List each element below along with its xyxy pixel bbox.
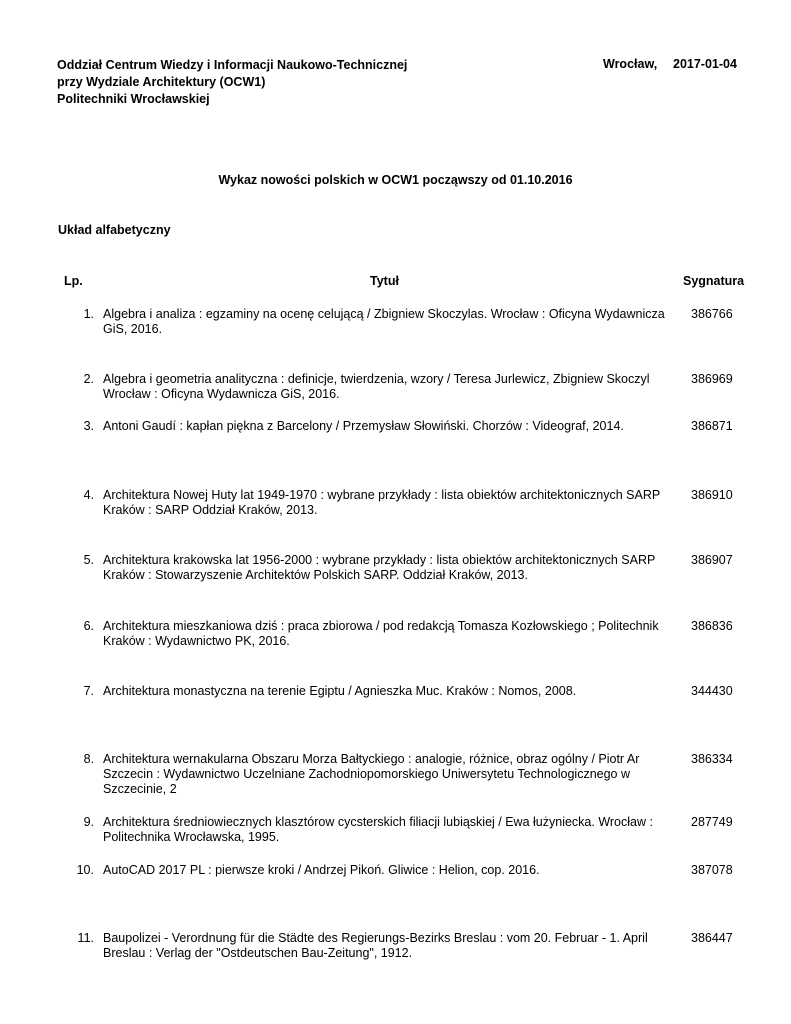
item-number: 5. <box>83 553 94 567</box>
item-title: Architektura monastyczna na terenie Egiptu / Agnieszka Muc. Kraków : Nomos, 2008. <box>103 684 577 698</box>
document-subtitle: Układ alfabetyczny <box>58 223 171 237</box>
org-line: Oddział Centrum Wiedzy i Informacji Naukowo-Technicznej <box>57 58 408 72</box>
organization-header <box>57 57 407 108</box>
item-signature: 386836 <box>691 619 733 633</box>
item-number: 7. <box>83 684 94 698</box>
item-signature: 386871 <box>691 419 733 433</box>
item-signature: 386334 <box>691 752 733 766</box>
document-title: Wykaz nowości polskich w OCW1 począwszy od 01.10.2016 <box>218 173 573 187</box>
item-signature: 287749 <box>691 815 733 829</box>
org-line: przy Wydziale Architektury (OCW1) <box>57 75 266 89</box>
item-signature: 387078 <box>691 863 733 877</box>
item-number: 9. <box>83 815 94 829</box>
item-title: Architektura krakowska lat 1956-2000 : wybrane przykłady : lista obiektów architektonicznych SARP Kraków : Stowarzyszenie Architektów Polskich SARP. Oddział Kraków, 2013. <box>103 553 656 582</box>
item-title: AutoCAD 2017 PL : pierwsze kroki / Andrzej Pikoń. Gliwice : Helion, cop. 2016. <box>103 863 540 877</box>
header-place: Wrocław, <box>603 57 658 71</box>
item-signature: 386766 <box>691 307 733 321</box>
item-title: Architektura mieszkaniowa dziś : praca zbiorowa / pod redakcją Tomasza Kozłowskiego ; Politechnik Kraków : Wydawnictwo PK, 2016. <box>103 619 659 648</box>
item-signature: 344430 <box>691 684 733 698</box>
item-title: Architektura wernakularna Obszaru Morza Bałtyckiego : analogie, różnice, obraz ogólny / Piotr Ar Szczecin : Wydawnictwo Uczelniane Zachodniopomorskiego Uniwersytetu Technologicznego w Szczecinie, 2 <box>103 752 640 796</box>
item-number: 3. <box>83 419 94 433</box>
item-number: 6. <box>83 619 94 633</box>
item-title: Antoni Gaudí : kapłan piękna z Barcelony / Przemysław Słowiński. Chorzów : Videograf, 2014. <box>103 419 624 433</box>
header-date: 2017-01-04 <box>673 57 737 71</box>
item-number: 2. <box>83 372 94 386</box>
item-signature: 386907 <box>691 553 733 567</box>
item-signature: 386969 <box>691 372 733 386</box>
item-number: 11. <box>77 931 94 945</box>
org-line: Politechniki Wrocławskiej <box>57 92 210 106</box>
column-header-signature: Sygnatura <box>683 274 745 288</box>
item-number: 1. <box>83 307 94 321</box>
column-header-lp: Lp. <box>64 274 83 288</box>
item-number: 10. <box>76 863 94 877</box>
item-title: Algebra i geometria analityczna : definicje, twierdzenia, wzory / Teresa Jurlewicz, Zbigniew Skoczyl Wrocław : Oficyna Wydawnicza GiS, 2016. <box>103 372 650 401</box>
item-title: Architektura średniowiecznych klasztórow cycsterskich filiacji lubiąskiej / Ewa łużyniecka. Wrocław : Politechnika Wrocławska, 1995. <box>103 815 653 844</box>
item-number: 8. <box>83 752 94 766</box>
item-title: Architektura Nowej Huty lat 1949-1970 : wybrane przykłady : lista obiektów architektonicznych SARP Kraków : SARP Oddział Kraków, 2013. <box>103 488 660 517</box>
item-signature: 386910 <box>691 488 733 502</box>
item-title: Algebra i analiza : egzaminy na ocenę celującą / Zbigniew Skoczylas. Wrocław : Oficyna Wydawnicza GiS, 2016. <box>103 307 665 336</box>
column-header-title: Tytuł <box>370 274 399 288</box>
item-signature: 386447 <box>691 931 733 945</box>
item-number: 4. <box>83 488 94 502</box>
item-title: Baupolizei - Verordnung für die Städte des Regierungs-Bezirks Breslau : vom 20. Februar - 1. April Breslau : Verlag der "Ostdeutschen Bau-Zeitung", 1912. <box>103 931 648 960</box>
